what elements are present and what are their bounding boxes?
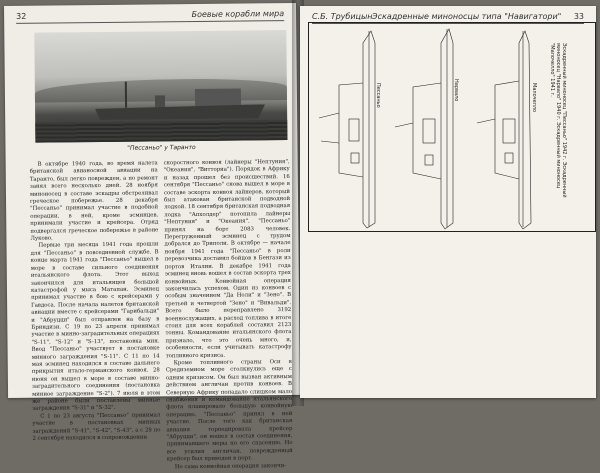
- paragraph: Кроме топливного страны Оси в Средиземном море столкнулись еще с одним кризисом. Он был вызван активным действием англичан против конвоев. В Северную Африку попадало слишком мало снабжения и командование итальянского флота планировало большую конвойную операцию. "Пессаньо" принял в ней участие. После того как британская авиация торпедировала крейсер "Абруцци", он вошел в состав соединения, принимавшего меры по его спасению. Но все усилия англичан, поврежденный крейсер был приведен в порт.: [165, 358, 293, 463]
- paragraph: скоростного конвоя (лайнеры "Нептуния", "Океания", "Витториа"). Порядок в Африку и назад прошел без происшествий. 16 сентября "Пессаньо" снова вышел в море в составе эскорта конвоя лайнеров, который был атакован британской подводной лодкой. 18 сентября британская подводная лодка "Апхолдер" потопила лайнеры "Нептуния" и "Океания". "Пессаньо" принял на борт 2083 человек. Перегруженный эсминец с трудом добрался до Триполи. В октябре — начале ноября 1941 года "Пессаньо" в роли перевозчика доставил бойцов в Бенгази из портов Италии. В декабре 1941 года эсминец вновь вошел в состав эскорта трех конвойных. Конвойная операция закончилась успехом. Один из конвоев с особым значением "Да Ноли" и "Зено". В третьей и четвертой "Зено" и "Вивальди". Всего было переправлено 3192 военнослужащих, а расход топлива в итоге стоил для всех кораблей составил 2123 тонны. Командование итальянского флота признало, что это очень много, и, особенности, если учитывать катастрофу топливного кризиса.: [163, 159, 292, 359]
- paragraph: В октябре 1940 года, во время налета британской авианосной авиации на Таранто, был легко поврежден, а по ремонт занял всего несколько дней. 28 ноября миноносец в составе эскадры обстреливал греческое побережье. 28 декабря "Пессаньо" принимал участие в подобной операции, в ней, кроме эсминцев, принимали участие и крейсера. Отряд подвергался греческое побережье в районе Луково.: [29, 160, 159, 242]
- photo-caption: "Пессаньо" у Таранто: [127, 144, 196, 152]
- photo-hull: [95, 104, 265, 120]
- ship-profile-3: [477, 31, 531, 229]
- running-title-right: Эскадренные миноносцы типа "Навигатори": [372, 12, 562, 21]
- paragraph: Но сама конвойная операция закончи-: [174, 462, 287, 470]
- ship-label-3: Малочелло: [531, 83, 537, 113]
- photo-water: [35, 120, 287, 143]
- ship-drawings-frame: [308, 22, 596, 232]
- paragraph: Первые три месяца 1941 года прошли для "Пессаньо" в повседневной службе. В конце марта 1941 года "Пессаньо" вышел в море в составе сильного соединения итальянского флота. Этот выход закончился для итальянцев большой катастрофой у мыса Матапан. Эсминец принимал участие в бою с крейсерами у Гавдоса. После начала налетов британской авиации вместе с крейсерами "Гарибальди" и "Абруцци" был отправлен на базу в Бриндизи. С 19 по 23 апреля принимал участие в минно-заградительных операциях "S-11", "S-12" и "S-13", постановка мин. Ввод "Пессаньо" участвует в постановке минного заграждения "S-11". С 11 по 14 мая эсминец находился в составе дальнего прикрытия итало-германского конвоя. 28 июня он вышел в море в составе минно-заградительного соединения (постановка минное заграждение "S-2"). 7 июля в этом же районе были поставлены минные заграждения "S-31" и "S-32".: [30, 241, 161, 413]
- page-number-left: 32: [16, 11, 27, 21]
- text-column-a: [29, 160, 161, 442]
- text-column-b: [163, 159, 293, 470]
- running-author: С.Б. Трубицын: [312, 12, 373, 21]
- ship-label-2: Нарвало: [453, 79, 459, 102]
- photo-superstructure: [195, 89, 241, 107]
- photo-mast: [125, 82, 127, 108]
- ship-profile-1: [319, 31, 375, 228]
- ship-profile-2: [395, 29, 453, 229]
- running-title-left: Боевые корабли мира: [191, 9, 285, 20]
- photo-funnel: [155, 95, 165, 107]
- ship-label-1: Пессаньо: [375, 83, 381, 108]
- destroyer-photo: [34, 30, 287, 143]
- header-rule: [16, 20, 284, 24]
- page-number-right: 33: [573, 12, 584, 21]
- left-running-head: [16, 9, 284, 24]
- drawing-caption: Эскадренный миноносец "Пессаньо" 1942 г. Эскадренный миноносец "Нарвало" 1940 г. Эскадренный миноносец "Малочелло" 1941 г.: [549, 43, 567, 198]
- left-page: [4, 3, 300, 470]
- paragraph: С 1 по 23 августа "Пессаньо" принимал участие в постановках минных заграждений "S-41", "S-42", "S-43", а с 28 по 2 сентября находился в сопровождении: [32, 412, 161, 442]
- right-page: [300, 6, 596, 398]
